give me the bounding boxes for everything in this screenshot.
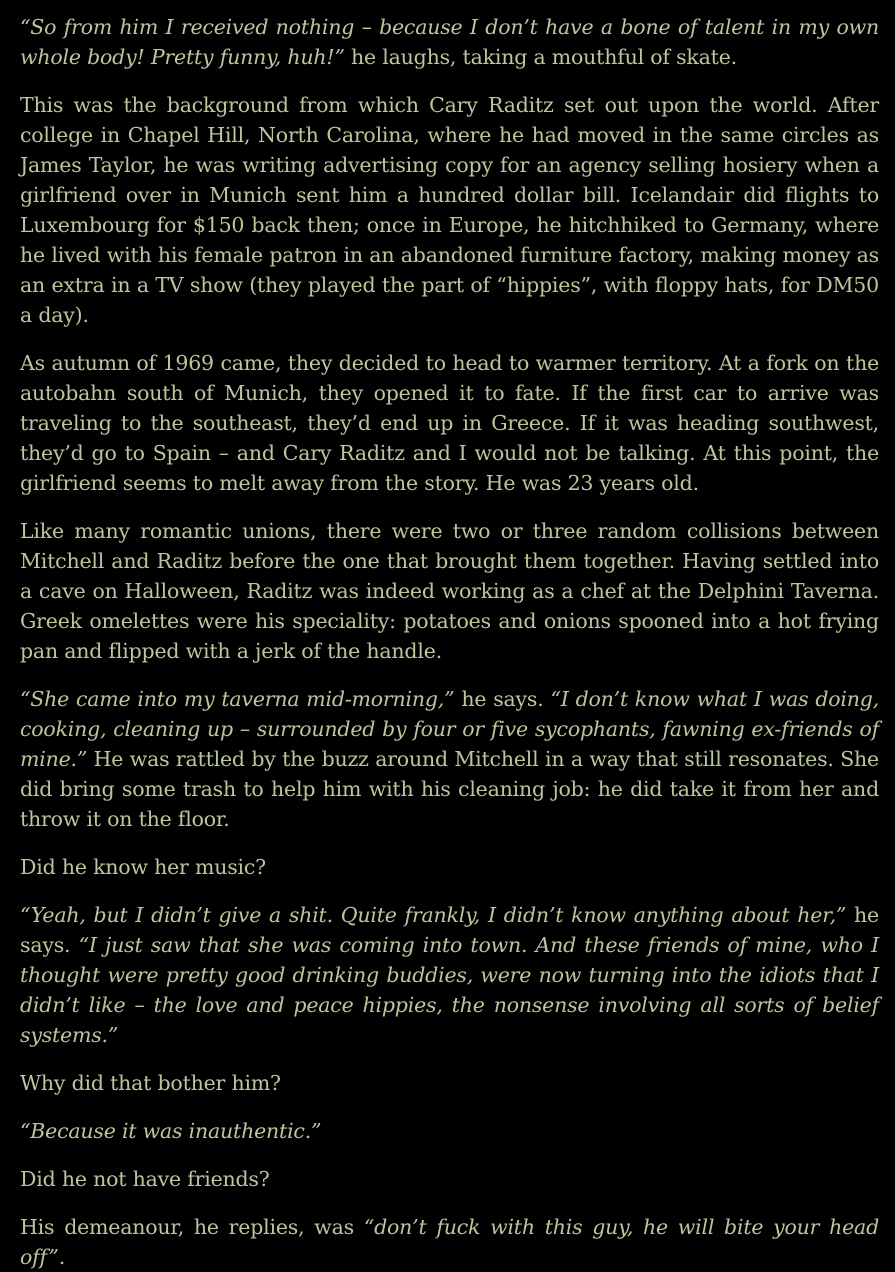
quote-text: “Yeah, but I didn’t give a shit. Quite frankly, I didn’t know anything about her,” xyxy=(20,903,847,927)
narration-text: This was the background from which Cary Raditz set out upon the world. After college in Chapel Hill, North Carolina, where he had moved in the same circles as James Taylor, he was writing advertising copy for an agency selling hosiery when a girlfriend over in Munich sent him a hundred dollar bill. Icelandair did flights to Luxembourg for $150 back then; once in Europe, he hitchhiked to Germany, where he lived with his female patron in an abandoned furniture factory, making money as an extra in a TV show (they played the part of “hippies”, with floppy hats, for DM50 a day). xyxy=(20,93,879,327)
narration-text: As autumn of 1969 came, they decided to head to warmer territory. At a fork on the autobahn south of Munich, they opened it to fate. If the first car to arrive was traveling to the southeast, they’d end up in Greece. If it was heading southwest, they’d go to Spain – and Cary Raditz and I would not be talking. At this point, the girlfriend seems to melt away from the story. He was 23 years old. xyxy=(20,351,879,495)
paragraph-question-bother xyxy=(20,1068,879,1098)
quote-text: “She came into my taverna mid-morning,” xyxy=(20,687,455,711)
quote-text: “don’t fuck with this guy, he will bite your head off” xyxy=(20,1215,879,1269)
narration-text: . xyxy=(58,1245,66,1269)
question-text: Why did that bother him? xyxy=(20,1071,281,1095)
narration-text: Like many romantic unions, there were two or three random collisions between Mitchell and Raditz before the one that brought them together. Having settled into a cave on Halloween, Raditz was indeed working as a chef at the Delphini Taverna. Greek omelettes were his speciality: potatoes and onions spooned into a hot frying pan and flipped with a jerk of the handle. xyxy=(20,519,879,663)
paragraph-quote-inauthentic xyxy=(20,1116,879,1146)
narration-text: He was rattled by the buzz around Mitchell in a way that still resonates. She did bring some trash to help him with his cleaning job: he did take it from her and throw it on the floor. xyxy=(20,747,879,831)
narration-text: he says. xyxy=(454,687,551,711)
narration-text: His demeanour, he replies, was xyxy=(20,1215,364,1239)
question-text: Did he know her music? xyxy=(20,855,266,879)
question-text: Did he not have friends? xyxy=(20,1167,270,1191)
narration-text: he laughs, taking a mouthful of skate. xyxy=(344,45,737,69)
quote-text: “I just saw that she was coming into town. And these friends of mine, who I thought were pretty good drinking buddies, were now turning into the idiots that I didn’t like – the love and peace hippies, the nonsense involving all sorts of belief systems.” xyxy=(20,933,879,1047)
paragraph-background xyxy=(20,90,879,330)
paragraph-question-music xyxy=(20,852,879,882)
paragraph-quote-talent xyxy=(20,12,879,72)
paragraph-autumn-1969 xyxy=(20,348,879,498)
quote-text: “I don’t know what I was doing, cooking, cleaning up – surrounded by four or five sycophants, fawning ex-friends of mine.” xyxy=(20,687,879,771)
quote-text: “So from him I received nothing – because I don’t have a bone of talent in my own whole body! Pretty funny, huh!” xyxy=(20,15,879,69)
paragraph-romantic-unions xyxy=(20,516,879,666)
quote-text: “Because it was inauthentic.” xyxy=(20,1119,322,1143)
paragraph-demeanour xyxy=(20,1212,879,1272)
narration-text: he says. xyxy=(20,903,879,957)
paragraph-taverna xyxy=(20,684,879,834)
paragraph-quote-friends xyxy=(20,900,879,1050)
paragraph-question-friends xyxy=(20,1164,879,1194)
